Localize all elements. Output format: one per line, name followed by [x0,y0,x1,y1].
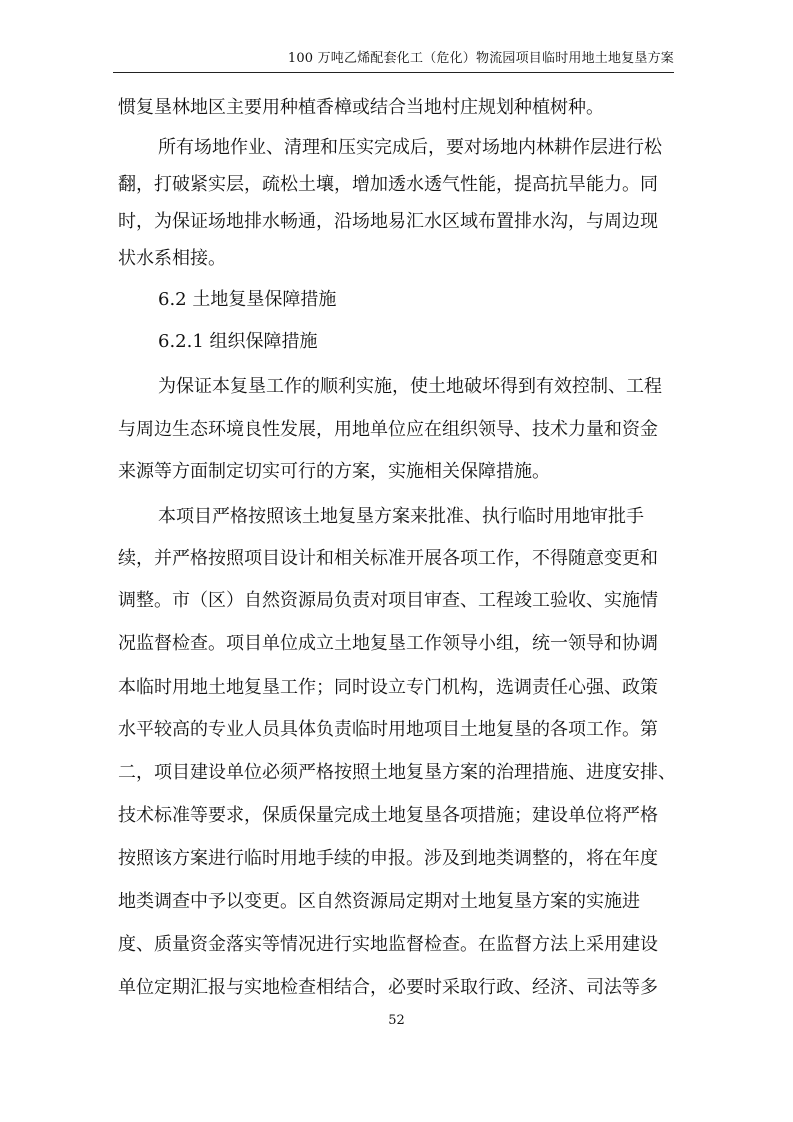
body-line-5: 状水系相接。 [118,248,226,269]
body-line-1: 惯复垦林地区主要用种植香樟或结合当地村庄规划种植树种。 [118,97,604,118]
body-line-14: 况监督检查。项目单位成立土地复垦工作领导小组，统一领导和协调 [118,633,658,654]
body-line-8: 为保证本复垦工作的顺利实施，使土地破坏得到有效控制、工程 [158,376,662,397]
body-line-13: 调整。市（区）自然资源局负责对项目审查、工程竣工验收、实施情 [118,590,658,611]
body-line-22: 单位定期汇报与实地检查相结合，必要时采取行政、经济、司法等多 [118,977,658,998]
body-line-20: 地类调查中予以变更。区自然资源局定期对土地复垦方案的实施进 [118,891,640,912]
page-number: 52 [388,1013,405,1028]
body-line-19: 按照该方案进行临时用地手续的申报。涉及到地类调整的，将在年度 [118,848,658,869]
subsection-heading-6-2-1: 6.2.1 组织保障措施 [158,331,318,352]
body-line-18: 技术标准等要求，保质保量完成土地复垦各项措施；建设单位将严格 [118,805,658,826]
body-line-9: 与周边生态环境良性发展，用地单位应在组织领导、技术力量和资金 [118,419,658,440]
body-line-11: 本项目严格按照该土地复垦方案来批准、执行临时用地审批手 [158,506,644,527]
body-line-3: 翻，打破紧实层，疏松土壤，增加透水透气性能，提高抗旱能力。同 [118,174,658,195]
body-line-4: 时，为保证场地排水畅通，沿场地易汇水区域布置排水沟，与周边现 [118,211,658,232]
body-line-16: 水平较高的专业人员具体负责临时用地项目土地复垦的各项工作。第 [118,719,658,740]
body-line-2: 所有场地作业、清理和压实完成后，要对场地内林耕作层进行松 [158,137,662,158]
header-rule [113,72,674,73]
running-header: 100 万吨乙烯配套化工（危化）物流园项目临时用地土地复垦方案 [287,51,674,66]
body-line-15: 本临时用地土地复垦工作；同时设立专门机构，选调责任心强、政策 [118,677,658,698]
body-line-21: 度、质量资金落实等情况进行实地监督检查。在监督方法上采用建设 [118,934,658,955]
section-heading-6-2: 6.2 土地复垦保障措施 [158,289,337,310]
body-line-12: 续，并严格按照项目设计和相关标准开展各项工作，不得随意变更和 [118,548,658,569]
body-line-17: 二，项目建设单位必须严格按照土地复垦方案的治理措施、进度安排、 [118,762,676,783]
body-line-10: 来源等方面制定切实可行的方案，实施相关保障措施。 [118,461,550,482]
